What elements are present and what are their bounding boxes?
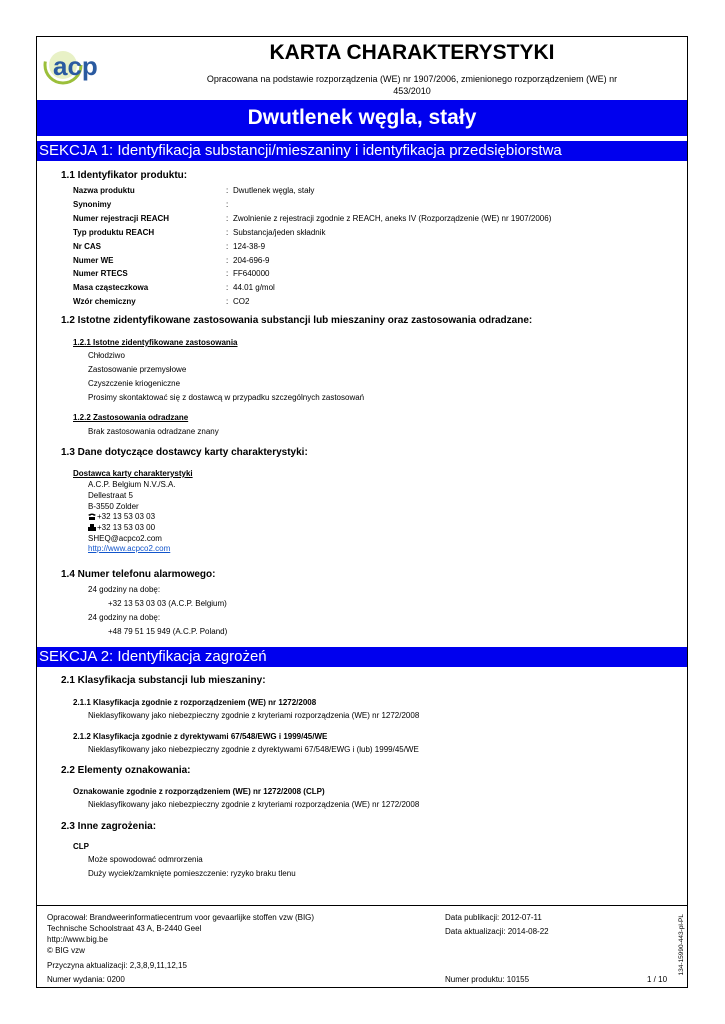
identifier-value: Dwutlenek węgla, stały — [233, 186, 315, 195]
product-title-bar — [37, 99, 687, 136]
identifier-label: Wzór chemiczny — [73, 297, 136, 307]
supplier-fax: +32 13 53 03 00 — [97, 523, 156, 532]
use-item: Prosimy skontaktować się z dostawcą w przypadku szczególnych zastosowań — [88, 393, 365, 402]
section-1-2-2-title: 1.2.2 Zastosowania odradzane — [73, 413, 189, 422]
identifier-label: Synonimy — [73, 199, 112, 209]
product-title: Dwutlenek węgla, stały — [247, 106, 477, 129]
identifier-value: CO2 — [233, 297, 250, 307]
identifier-label: Typ produktu REACH — [73, 227, 155, 237]
section-1-3-title: 1.3 Dane dotyczące dostawcy karty charakterystyki: — [61, 447, 308, 458]
footer-product-number: Numer produktu: 10155 — [445, 975, 530, 984]
section-1-header: SEKCJA 1: Identyfikacja substancji/mieszaniny i identyfikacja przedsiębiorstwa — [37, 141, 687, 161]
supplier-website-link[interactable]: http://www.acpco2.com — [88, 544, 171, 553]
identifier-label: Nr CAS — [73, 241, 102, 251]
identifier-colon: : — [226, 213, 229, 223]
section-2-2-title: 2.2 Elementy oznakowania: — [61, 765, 191, 776]
identifier-colon: : — [226, 297, 229, 307]
logo-text: acp — [53, 51, 98, 81]
identifier-colon: : — [226, 199, 229, 209]
hazard-item: Duży wyciek/zamknięte pomieszczenie: ryzyko braku tlenu — [88, 869, 296, 878]
identifier-label: Numer WE — [73, 255, 114, 265]
identifier-colon: : — [226, 241, 229, 251]
identifier-label: Nazwa produktu — [73, 186, 135, 195]
footer-copyright: © BIG vzw — [47, 946, 85, 955]
identifier-value: 124-38-9 — [233, 241, 266, 251]
supplier-email[interactable]: SHEQ@acpco2.com — [88, 534, 162, 543]
emergency-label: 24 godziny na dobę: — [88, 613, 161, 622]
supplier-city: B-3550 Zolder — [88, 502, 139, 511]
identifier-label: Masa cząsteczkowa — [73, 283, 149, 293]
clp-label: CLP — [73, 842, 89, 851]
section-2-1-1-text: Nieklasyfikowany jako niebezpieczny zgodnie z kryteriami rozporządzenia (WE) nr 1272/2008 — [88, 711, 420, 720]
section-1-2-title: 1.2 Istotne zidentyfikowane zastosowania substancji lub mieszaniny oraz zastosowania odradzane: — [61, 315, 533, 326]
footer-page-number: 1 / 10 — [647, 975, 668, 984]
section-1-2-1-title: 1.2.1 Istotne zidentyfikowane zastosowania — [73, 338, 238, 347]
emergency-label: 24 godziny na dobę: — [88, 585, 161, 594]
footer — [37, 905, 687, 990]
document-subtitle: Opracowana na podstawie rozporządzenia (WE) nr 1907/2006, zmienionego rozporządzeniem (WE) nr 453/2010 — [206, 74, 618, 96]
identifier-colon: : — [226, 255, 229, 265]
acp-logo — [43, 43, 139, 89]
use-item: Czyszczenie kriogeniczne — [88, 379, 181, 388]
identifier-colon: : — [226, 227, 229, 237]
section-2-3-title: 2.3 Inne zagrożenia: — [61, 821, 157, 832]
identifier-value: 44.01 g/mol — [233, 283, 275, 293]
footer-document-code: 134-15990-443-pl-PL — [678, 914, 685, 976]
section-2-1-1-title: 2.1.1 Klasyfikacja zgodnie z rozporządzeniem (WE) nr 1272/2008 — [73, 698, 317, 707]
identifier-colon: : — [226, 186, 229, 195]
hazard-item: Może spowodować odmrorzenia — [88, 855, 203, 864]
section-2-1-title: 2.1 Klasyfikacja substancji lub mieszaniny: — [61, 675, 266, 686]
footer-revision-reason: Przyczyna aktualizacji: 2,3,8,9,11,12,15 — [47, 961, 187, 970]
footer-website[interactable]: http://www.big.be — [47, 935, 108, 944]
section-2-1-2-title: 2.1.2 Klasyfikacja zgodnie z dyrektywami 67/548/EWG i 1999/45/WE — [73, 732, 328, 741]
header — [37, 37, 687, 99]
supplier-phone-line — [88, 512, 155, 521]
identifier-value: FF640000 — [233, 269, 270, 279]
identifier-value: Zwolnienie z rejestracji zgodnie z REACH, aneks IV (Rozporządzenie (WE) nr 1907/2006) — [233, 213, 552, 223]
footer-publication-date: Data publikacji: 2012-07-11 — [445, 913, 542, 922]
identifier-value: Substancja/jeden składnik — [233, 227, 326, 237]
footer-update-date: Data aktualizacji: 2014-08-22 — [445, 927, 549, 936]
use-item: Chłodziwo — [88, 351, 125, 360]
section-1-4-title: 1.4 Numer telefonu alarmowego: — [61, 569, 216, 580]
footer-issue-number: Numer wydania: 0200 — [47, 975, 125, 984]
identifier-colon: : — [226, 269, 229, 279]
footer-address: Technische Schoolstraat 43 A, B-2440 Geel — [47, 924, 202, 933]
section-2-1-2-text: Nieklasyfikowany jako niebezpieczny zgodnie z dyrektywami 67/548/EWG i (lub) 1999/45/WE — [88, 745, 419, 754]
supplier-name: A.C.P. Belgium N.V./S.A. — [88, 480, 176, 489]
section-2-2-text: Nieklasyfikowany jako niebezpieczny zgodnie z kryteriami rozporządzenia (WE) nr 1272/2008 — [88, 800, 420, 809]
supplier-title: Dostawca karty charakterystyki — [73, 469, 193, 478]
supplier-fax-line — [88, 523, 155, 532]
fax-icon — [88, 524, 96, 531]
section-1-1-title: 1.1 Identyfikator produktu: — [61, 170, 188, 181]
identifier-label: Numer RTECS — [73, 269, 128, 279]
supplier-phone: +32 13 53 03 03 — [97, 512, 156, 521]
emergency-number: +32 13 53 03 03 (A.C.P. Belgium) — [108, 599, 227, 608]
identifier-value: 204-696-9 — [233, 255, 270, 265]
supplier-street: Dellestraat 5 — [88, 491, 133, 500]
section-2-2-sub: Oznakowanie zgodnie z rozporządzeniem (WE) nr 1272/2008 (CLP) — [73, 787, 325, 796]
advised-against-text: Brak zastosowania odradzane znany — [88, 427, 219, 436]
identifier-colon: : — [226, 283, 229, 293]
document-frame — [36, 36, 688, 988]
section-2-header: SEKCJA 2: Identyfikacja zagrożeń — [37, 647, 687, 667]
footer-prepared-by: Opracował: Brandweerinformatiecentrum voor gevaarlijke stoffen vzw (BIG) — [47, 913, 315, 922]
phone-icon — [88, 513, 96, 520]
emergency-number: +48 79 51 15 949 (A.C.P. Poland) — [108, 627, 228, 636]
use-item: Zastosowanie przemysłowe — [88, 365, 187, 374]
document-title: KARTA CHARAKTERYSTYKI — [269, 41, 555, 64]
identifier-label: Numer rejestracji REACH — [73, 213, 170, 223]
